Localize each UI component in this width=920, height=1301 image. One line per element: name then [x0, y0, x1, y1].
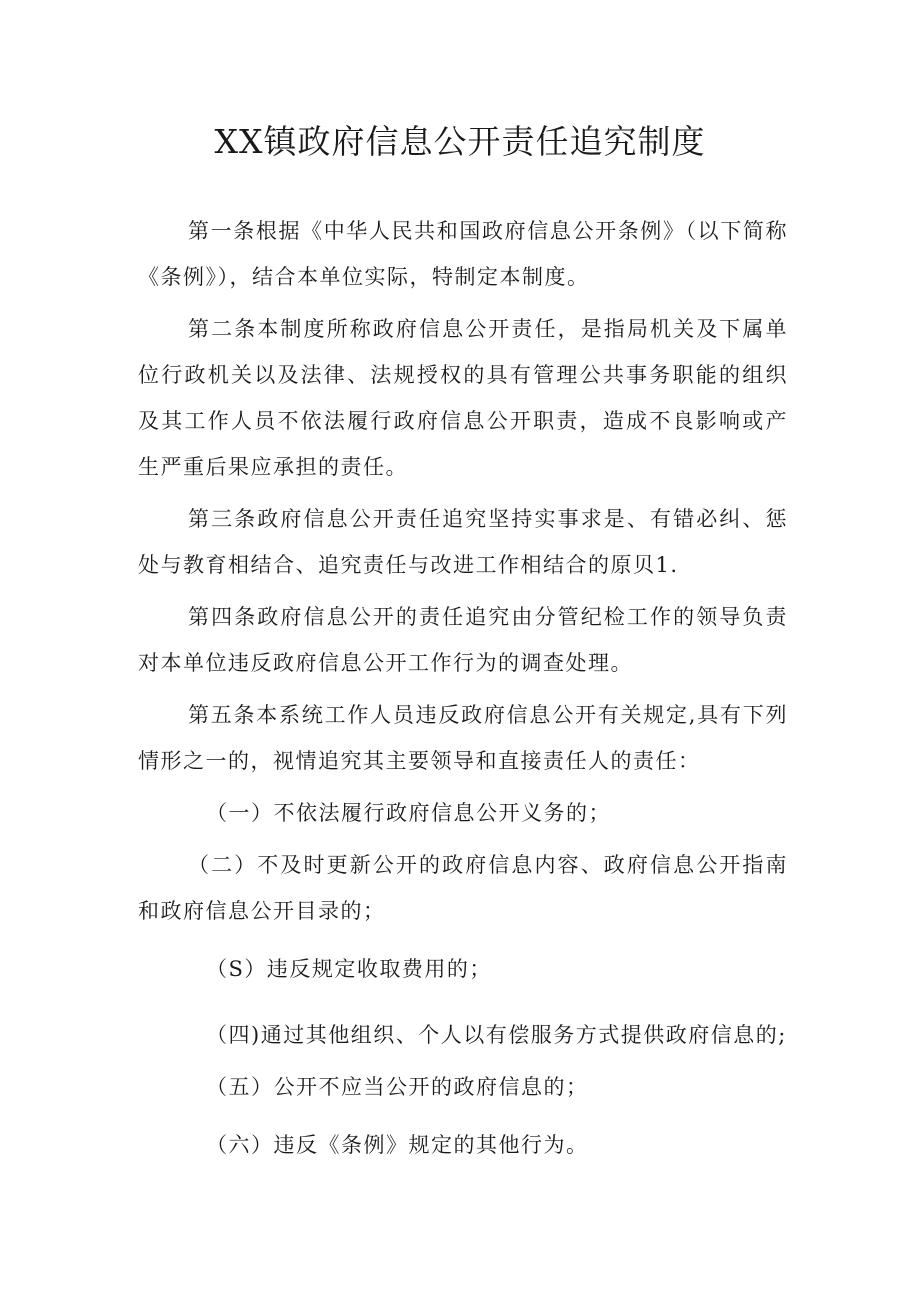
list-item-6: （六）违反《条例》规定的其他行为。: [206, 1133, 589, 1157]
article-1: 第一条根据《中华人民共和国政府信息公开条例》（以下简称《条例》），结合本单位实际，特制定本制度。: [138, 219, 788, 289]
article-2: 第二条本制度所称政府信息公开责任，是指局机关及下属单位行政机关以及法律、法规授权的具有管理公共事务职能的组织及其工作人员不依法履行政府信息公开职责，造成不良影响或产生严重后果应承担的责任。: [138, 317, 788, 479]
list-item-5: （五）公开不应当公开的政府信息的；: [206, 1075, 589, 1099]
list-item-1: （一）不依法履行政府信息公开义务的；: [206, 801, 611, 825]
document-body: [138, 208, 788, 1168]
article-3: 第三条政府信息公开责任追究坚持实事求是、有错必纠、惩处与教育相结合、追究责任与改进工作相结合的原贝1.: [138, 507, 788, 577]
document-title: XX镇政府信息公开责任追究制度: [214, 122, 706, 161]
list-item-2: （二）不及时更新公开的政府信息内容、政府信息公开指南和政府信息公开目录的；: [138, 853, 788, 923]
list-item-3: （S）违反规定收取费用的；: [206, 957, 492, 981]
article-5: 第五条本系统工作人员违反政府信息公开有关规定,具有下列情形之一的，视情追究其主要领导和直接责任人的责任：: [138, 703, 788, 773]
list-item-4: （四)通过其他组织、个人以有偿服务方式提供政府信息的;: [206, 1023, 787, 1047]
article-4: 第四条政府信息公开的责任追究由分管纪检工作的领导负责对本单位违反政府信息公开工作行为的调查处理。: [138, 605, 788, 675]
